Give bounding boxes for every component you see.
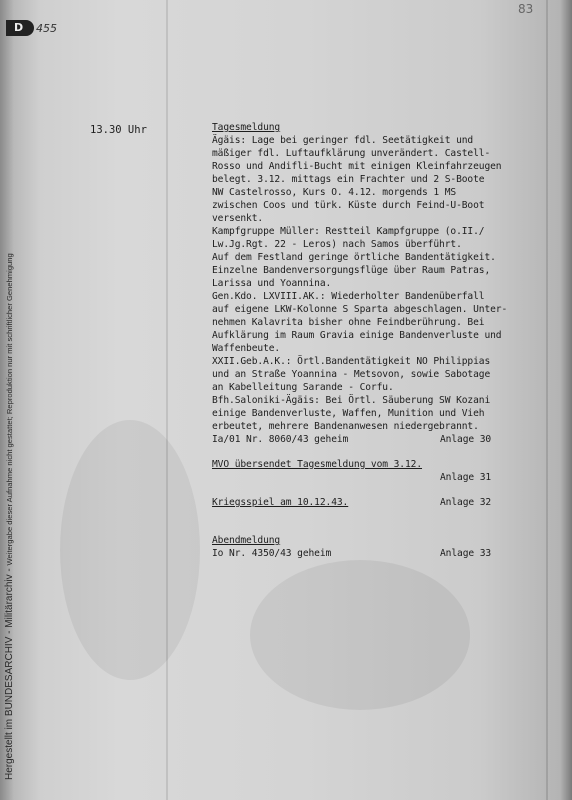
report-line: Bfh.Saloniki-Ägäis: Bei Örtl. Säuberung SW Kozani: [212, 395, 491, 406]
entry-title: Kriegsspiel am 10.12.43.: [212, 497, 349, 508]
report-heading: Tagesmeldung: [212, 122, 281, 133]
entry-title: MVO übersendet Tagesmeldung vom 3.12.: [212, 459, 423, 470]
stamp-dept: - Militärarchiv -: [4, 565, 15, 637]
report-line: Kampfgruppe Müller: Restteil Kampfgruppe (o.II./: [212, 226, 485, 237]
report-line: versenkt.: [212, 213, 264, 224]
corner-mark-letter: D: [14, 21, 24, 34]
page-fold: [166, 0, 168, 800]
report-line: NW Castelrosso, Kurs O. 4.12. morgends 1 MS: [212, 187, 457, 198]
report-line: Einzelne Bandenversorgungsflüge über Raum Patras,: [212, 265, 491, 276]
entry-time: 13.30 Uhr: [90, 124, 147, 136]
report-line: nehmen Kalavrita bisher ohne Feindberührung. Bei: [212, 317, 485, 328]
stamp-note: Weitergabe dieser Aufnahme nicht gestattet; Reproduktion nur mit schriftlicher Genehmigung: [5, 253, 14, 566]
report-line: und an Straße Yoannina - Metsovon, sowie Sabotage: [212, 369, 491, 380]
anlage-label: Anlage 31: [440, 472, 492, 483]
report-line: Waffenbeute.: [212, 343, 281, 354]
anlage-label: Anlage 30: [440, 434, 492, 445]
report-line: auf eigene LKW-Kolonne S Sparta abgeschlagen. Unter-: [212, 304, 508, 315]
page-fold: [546, 0, 548, 800]
stamp-archive: BUNDESARCHIV: [4, 636, 15, 717]
report-line: Larissa und Yoannina.: [212, 278, 332, 289]
report-line: Auf dem Festland geringe örtliche Bandentätigkeit.: [212, 252, 496, 263]
report-line: Lw.Jg.Rgt. 22 - Leros) nach Samos überführt.: [212, 239, 462, 250]
anlage-label: Anlage 32: [440, 497, 492, 508]
report-line: Gen.Kdo. LXVIII.AK.: Wiederholter Bandenüberfall: [212, 291, 485, 302]
page-number: 83: [518, 2, 534, 16]
report-line: belegt. 3.12. mittags ein Frachter und 2 S-Boote: [212, 174, 485, 185]
report-line: XXII.Geb.A.K.: Örtl.Bandentätigkeit NO Philippias: [212, 356, 491, 367]
report-reference: Ia/01 Nr. 8060/43 geheim: [212, 434, 349, 445]
stamp-number: 455: [36, 22, 57, 35]
report-line: Aufklärung im Raum Gravia einige Bandenverluste und: [212, 330, 502, 341]
report-line: mäßiger fdl. Luftaufklärung unverändert. Castell-: [212, 148, 491, 159]
report-line: Rosso und Andifli-Bucht mit einigen Kleinfahrzeugen: [212, 161, 502, 172]
anlage-label: Anlage 33: [440, 548, 492, 559]
paper-stain: [250, 560, 470, 710]
entry-reference: Io Nr. 4350/43 geheim: [212, 548, 332, 559]
report-line: an Kabelleitung Sarande - Corfu.: [212, 382, 394, 393]
report-line: erbeutet, mehrere Bandenanwesen niedergebrannt.: [212, 421, 479, 432]
paper-stain: [60, 420, 200, 680]
entry-title: Abendmeldung: [212, 535, 281, 546]
corner-mark: [6, 20, 34, 36]
report-line: zwischen Coos und türk. Küste durch Feind-U-Boot: [212, 200, 485, 211]
report-line: einige Bandenverluste, Waffen, Munition und Vieh: [212, 408, 485, 419]
report-line: Ägäis: Lage bei geringer fdl. Seetätigkeit und: [212, 135, 474, 146]
archive-side-stamp: [4, 50, 15, 780]
stamp-prefix: Hergestellt im: [4, 716, 15, 780]
